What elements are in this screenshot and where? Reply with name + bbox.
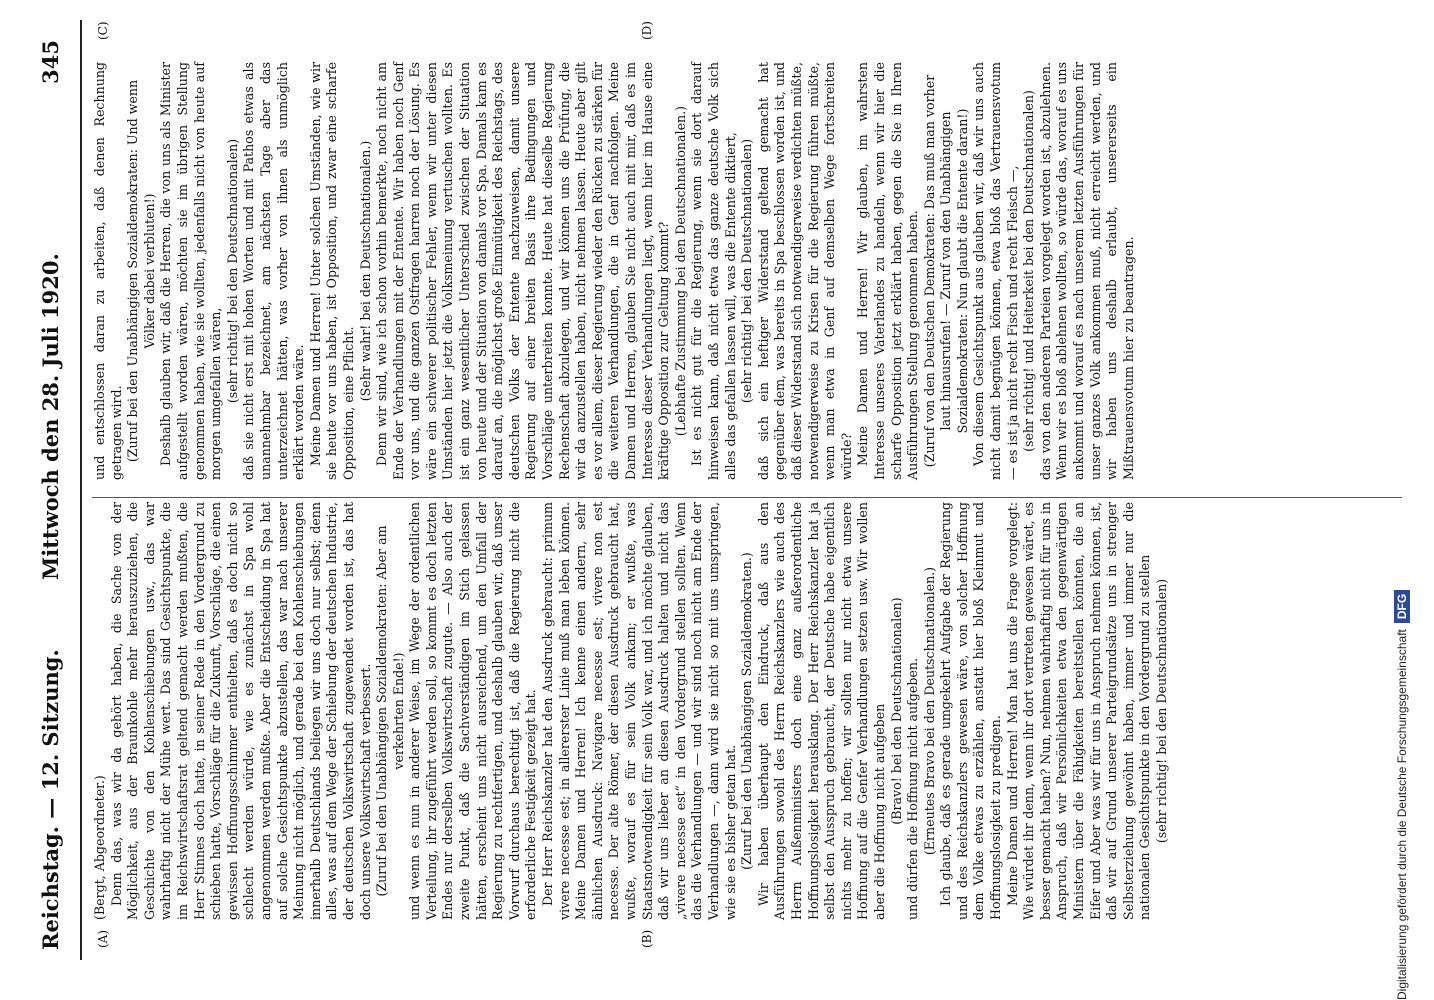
paragraph: Ich glaube, daß es gerade umgekehrt Aufgabe der Regierung und des Reichskanzlers gewesen wäre, von solcher Hoffnung dem Volke etwas zu erzählen, anstatt hier bloß Kleinmut und Hoffnungslosigkeit zu predigen. <box>938 502 1004 920</box>
text-column-right <box>92 62 1137 480</box>
paragraph: Meine Damen und Herren! Man hat uns die Frage vorgelegt: Wie würdet ihr denn, wenn ihr dort vertreten gewesen wäret, es besser gemacht haben? Nun, nehmen wahrhaftig nicht für uns in Anspruch, daß wir Persönlichkeiten etwa den gegenwärtigen Ministern über die Fähigkeiten bereitstellen könnten, die an Eifer und Aber was wir für uns in Anspruch nehmen können, ist, daß wir auf Grund unserer Parteigrundsätze uns in strenger Selbsterziehung gewöhnt haben, immer und immer nur die nationalen Gesichtspunkte in den Vordergrund zu stellen <box>1004 502 1153 920</box>
interjection: (Zuruf bei den Unabhängigen Sozialdemokraten.) <box>739 552 755 870</box>
paragraph: Deshalb glauben wir, daß die Herren, die von uns als Minister aufgestellt worden wären, möchten sie im übrigen Stellung genommen haben, wie sie wollten, jedenfalls nicht von heute auf morgen umgefallen wären, <box>158 62 224 480</box>
paragraph: Ist es nicht gut für die Regierung, wenn sie dort darauf hinweisen kann, daß nicht etwa das ganze deutsche Volk sich alles das gefallen lassen will, was die Entente diktiert, <box>689 62 738 480</box>
header-session: Reichstag. — 12. Sitzung. <box>38 649 63 950</box>
paragraph: Meine Damen und Herren! Wir glauben, im wahrsten Interesse unseres Vaterlandes zu handeln, wenn wir hier die scharfe Opposition jetzt erklärt haben, gegen die Sie in Ihren Ausführungen Stellung genommen haben. <box>855 62 921 480</box>
margin-marker-c: (C) <box>96 21 110 40</box>
paragraph: daß sich ein heftiger Widerstand geltend gemacht hat gegenüber dem, was bereits in Spa beschlossen worden ist, und daß dieser Widerstand sich notwendigerweise verdichten müßte, notwendigerweise zu Krisen für die Regierung führen müßte, wenn man etwa in Genf auf demselben Wege fortschreiten würde? <box>755 62 854 480</box>
speaker-line: (Bergt, Abgeordneter.) <box>92 775 107 920</box>
paragraph: daß sie nicht erst mit hohen Worten und mit Pathos etwas als unannehmbar bezeichnet, am nächsten Tage aber das unterzeichnet hätten, was vorher von ihnen als unmöglich erklärt worden wäre. <box>241 62 307 480</box>
paragraph: Denn das, was wir da gehört haben, die Sache von der Möglichkeit, aus der Braunkohle mehr herauszuziehen, die Geschichte von den Kohlenschiebungen usw., das war wahrhaftig nicht der Mühe wert. Das sind Gesichtspunkte, die im Reichswirtschaftsrat geltend gemacht werden mußten, die Herr Stinnes doch hatte, in seiner Rede in den Vordergrund zu schieben hatte, Vorschläge für die Zukunft, Vorschläge, die einen gewissen Hoffnungsschimmer enthielten, daß es doch nicht so schlecht werden würde, wie es zunächst in Spa wohl angenommen werden mußte. Aber die Entscheidung in Spa hat auf solche Gesichtspunkte abzustellen, das war nach unserer Meinung nicht möglich, und gerade bei den Kohlenschiebungen innerhalb Deutschlands beliegen wir uns doch nur selbst; denn alles, was auf dem Wege der Schiebung der deutschen Industrie, der deutschen Volkswirtschaft zugewendet worden ist, das hat doch unsere Volkswirtschaft verbessert. <box>108 502 373 920</box>
header-rule <box>80 20 82 960</box>
interjection: (Sehr wahr! bei den Deutschnationalen.) <box>357 140 373 402</box>
interjection: (sehr richtig! bei den Deutschnationalen) <box>739 138 755 404</box>
paragraph: das von den anderen Parteien vorgelegt worden ist, abzulehnen. Wenn wir es bloß ablehnen wollten, so würde das, worauf es uns ankommt und worauf es nach unserem letzten Ausführungen für unser ganzes Volk ankommen muß, nicht erreicht werden, und wir haben uns deshalb erlaubt, unsererseits ein Mißtrauensvotum hier zu beantragen. <box>1037 62 1136 480</box>
paragraph: Meine Damen und Herren! Unter solchen Umständen, wie wir sie heute vor uns haben, ist Opposition, und zwar eine scharfe Opposition, eine Pflicht. <box>307 62 356 480</box>
paragraph: und entschlossen daran zu arbeiten, daß denen Rechnung getragen wird. <box>92 62 124 480</box>
paragraph: Denn wir sind, wie ich schon vorhin bemerkte, noch nicht am Ende der Verhandlungen mit der Entente. Wir haben noch Genf vor uns, und die ganzen Ostfragen harren noch der Lösung. Es wäre ein schwerer politischer Fehler, wenn wir unter diesen Umständen hier jetzt die Volksmeinung vertuschen wollten. Es ist ein ganz wesentlicher Unterschied zwischen der Situation von heute und der Situation von damals vor Spa. Damals kam es darauf an, die möglichst große Einmütigkeit des Reichstags, des deutschen Volks der Entente nachzuweisen, damit unsere Regierung auf einer breiten Basis ihre Bedingungen und Vorschläge unterbreiten konnte. Heute hat dieselbe Regierung Rechenschaft abzulegen, und wir können uns die Prüfung, die wir da anzustellen haben, nicht nehmen lassen. Heute aber gilt es vor allem, dieser Regierung wieder den Rücken zu stärken für die weiteren Verhandlungen, die in Genf nachfolgen. Meine Damen und Herren, glauben Sie nicht auch mit mir, daß es im Interesse dieser Verhandlungen liegt, wenn hier im Hause eine kräftige Opposition zur Geltung kommt? <box>374 62 672 480</box>
margin-marker-a: (A) <box>96 929 110 948</box>
interjection: (sehr richtig! bei den Deutschnationalen) <box>224 138 240 404</box>
paragraph: Von diesem Gesichtspunkt aus glauben wir, daß wir uns auch nicht damit begnügen können, etwa bloß das Vertrauensvotum — es ist ja nicht recht Fisch und recht Fleisch —, <box>971 62 1020 480</box>
paragraph: und dürfen die Hoffnung nicht aufgeben. <box>905 658 921 920</box>
paragraph: und wenn es nun in anderer Weise, im Wege der ordentlichen Verteilung, ihr zugeführt werden soll, so kommt es doch letzten Endes nur derselben Volkswirtschaft zugute. — Also auch der zweite Punkt, daß die Sachverständigen im Stich gelassen hätten, erscheint uns nicht ausreichend, um den Umfall der Regierung zu rechtfertigen, und deshalb glauben wir, daß unser Vorwurf durchaus berechtigt ist, daß die Regierung nicht die erforderliche Festigkeit gezeigt hat. <box>407 502 539 920</box>
margin-marker-d: (D) <box>640 21 654 40</box>
interjection: (sehr richtig! und Heiterkeit bei den Deutschnationalen) <box>1021 90 1037 452</box>
digitization-note <box>1394 0 1410 1000</box>
interjection: (Zuruf von den Deutschen Demokraten: Das muß man vorher laut hinausrufen! — Zuruf von den Unabhängigen Sozialdemokraten: Nun glaubt die Entente daran!) <box>921 74 970 468</box>
margin-marker-b: (B) <box>640 929 654 948</box>
digitization-note-text: Digitalisierung gefördert durch die Deutsche Forschungsgemeinschaft <box>1395 629 1409 1000</box>
interjection: (Erneutes Bravo bei den Deutschnationalen.) <box>921 566 937 856</box>
text-column-left <box>92 502 1171 920</box>
interjection: (sehr richtig! bei den Deutschnationalen) <box>1154 578 1169 844</box>
interjection: (Lebhafte Zustimmung bei den Deutschnationalen.) <box>672 105 688 437</box>
dfg-logo: DFG <box>1394 590 1410 623</box>
header-date: Mittwoch den 28. Juli 1920. <box>38 253 63 580</box>
page-header <box>38 20 78 960</box>
interjection: (Zuruf bei den Unabhängigen Sozialdemokraten: Und wenn Völker dabei verbluten!) <box>125 79 157 463</box>
paragraph: Der Herr Reichskanzler hat den Ausdruck gebraucht: primum vivere necesse est; in allererster Linie muß man leben können. Meine Damen und Herren! Ich kenne einen andern, sehr ähnlichen Ausdruck: Navigare necesse est; vivere non est necesse. Der alte Römer, der diesen Ausdruck gebraucht hat, wußte, worauf es für sein Volk ankam; er wußte, was Staatsnotwendigkeit für sein Volk war, und ich möchte glauben, daß wir uns lieber an diesen Ausdruck halten und nicht das „vivere necesse est“ in den Vordergrund stellen sollten. Wenn das die Verhandlungen — und wir sind noch nicht am Ende der Verhandlungen —, dann wird sie nicht so mit uns umspringen, wie sie es bisher getan hat. <box>540 502 738 920</box>
column-separator <box>92 497 1402 498</box>
interjection: (Bravo! bei den Deutschnationalen) <box>888 597 904 825</box>
interjection: (Zuruf bei den Unabhängigen Sozialdemokraten: Aber am verkehrten Ende!) <box>374 525 406 897</box>
page-number: 345 <box>38 40 63 84</box>
paragraph: Wir haben überhaupt den Eindruck, daß aus den Ausführungen sowohl des Herrn Reichskanzlers wie auch des Herrn Außenministers doch eine ganz außerordentliche Hoffnungslosigkeit herausklang. Der Herr Reichskanzler hat ja selbst den Ausspruch gebraucht, der Deutsche habe eigentlich nichts mehr zu hoffen; wir sollten nur nicht etwa unsere Hoffnung auf die Genfer Verhandlungen setzen usw. Wir wollen aber die Hoffnung nicht aufgeben <box>755 502 887 920</box>
